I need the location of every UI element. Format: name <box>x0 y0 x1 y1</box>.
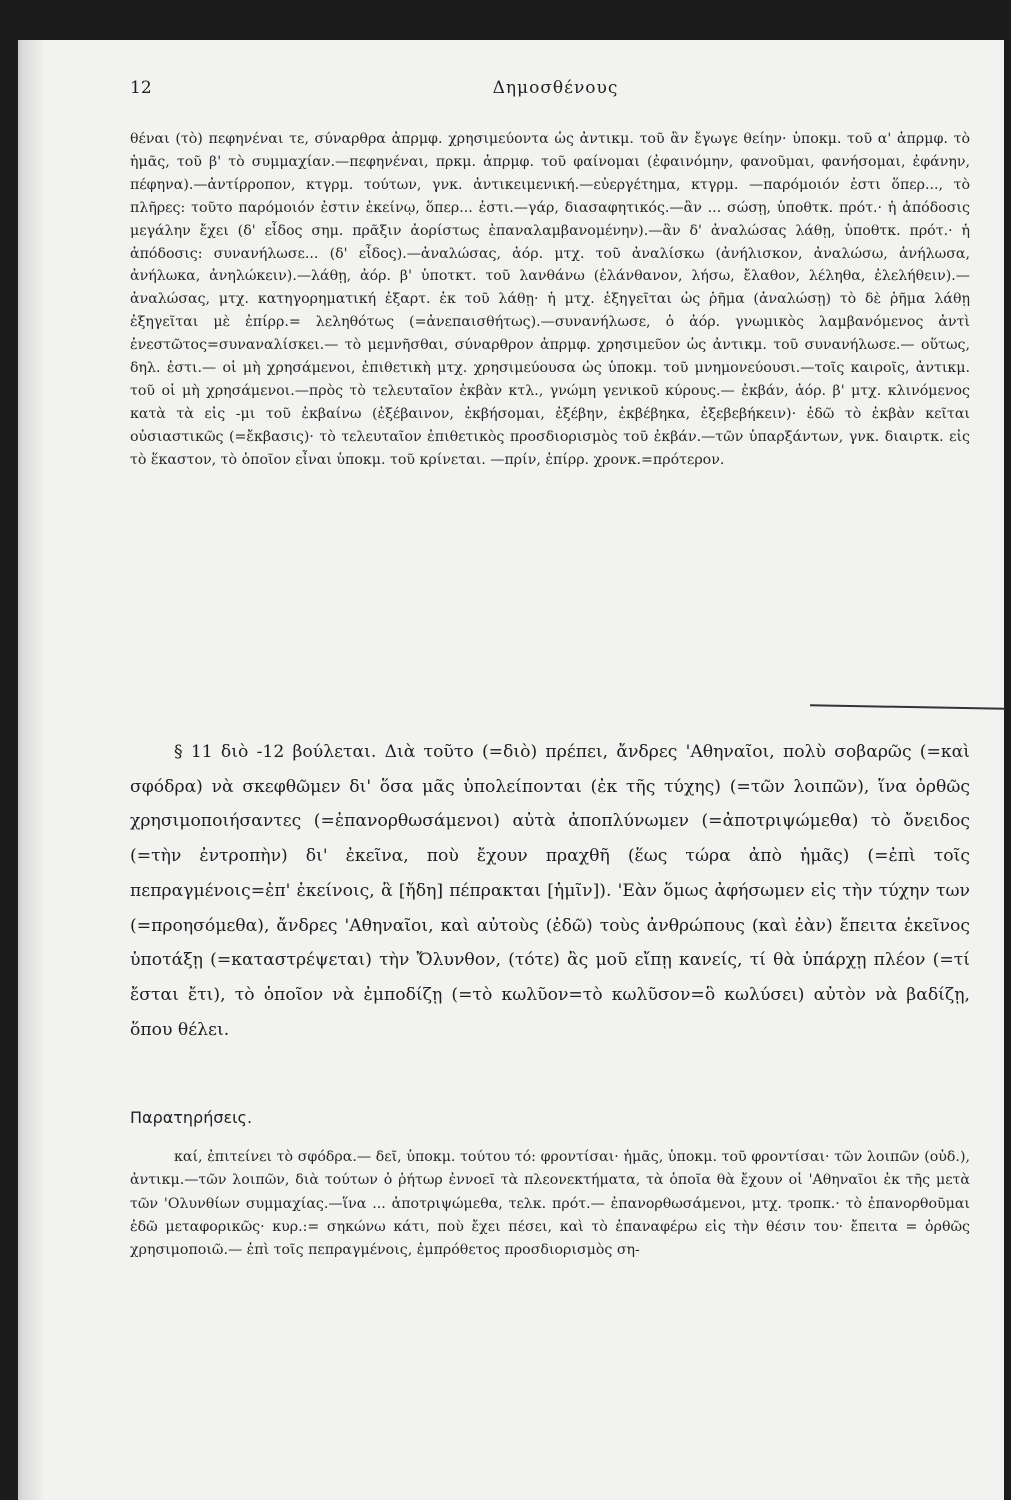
page-number: 12 <box>130 78 152 98</box>
commentary-text: θέναι (τὸ) πεφηνέναι τε, σύναρθρα ἀπρμφ. χρησιμεύοντα ὡς ἀντικμ. τοῦ ἂν ἔγωγε θείην· ὑποκμ. τοῦ α' ἀπρμφ. τὸ ἡμᾶς, τοῦ β' τὸ συμμαχίαν.—πεφηνέναι, πρκμ. ἀπρμφ. τοῦ φαίνομαι (ἐφαινόμην, φανοῦμαι, φανήσομαι, ἐφάνην, πέφηνα).—ἀντίρροπον, κτγρμ. τούτων, γνκ. ἀντικειμενική.—εὐεργέτημα, κτγρμ. —παρόμοιόν ἐστι ὅπερ..., τὸ πλῆρες: τοῦτο παρόμοιόν ἐστιν ἐκείνῳ, ὅπερ... ἐστι.—γάρ, διασαφητικός.—ἂν ... σώσῃ, ὑποθτκ. πρότ.· ἡ ἀπόδοσις μεγάλην ἔχει (δ' εἶδος σημ. πρᾶξιν ἀορίστως ἐπαναλαμβανομένην).—ἂν δ' ἀναλώσας λάθῃ, ὑποθτκ. πρότ.· ἡ ἀπόδοσις: συνανήλωσε... (δ' εἶδος).—ἀναλώσας, ἀόρ. μτχ. τοῦ ἀναλίσκω (ἀνήλισκον, ἀναλώσω, ἀνήλωσα, ἀνήλωκα, ἀνηλώκειν).—λάθῃ, ἀόρ. β' ὑποτκτ. τοῦ λανθάνω (ἐλάνθανον, λήσω, ἔλαθον, λέληθα, ἐλελήθειν).—ἀναλώσας, μτχ. κατηγορηματική ἐξαρτ. ἐκ τοῦ λάθῃ· ἡ μτχ. ἐξηγεῖται ὡς ῥῆμα (ἀναλώσῃ) τὸ δὲ ῥῆμα λάθῃ ἐξηγεῖται μὲ ἐπίρρ.= λεληθότως (=ἀνεπαισθήτως).—συνανήλωσε, ὁ ἀόρ. γνωμικὸς λαμβανόμενος ἀντὶ ἐνεστῶτος=συναναλίσκει.— τὸ μεμνῆσθαι, σύναρθρον ἀπρμφ. χρησιμεῦον ὡς ἀντικμ. τοῦ συνανήλωσε.— οὕτως, δηλ. ἐστι.— οἱ μὴ χρησάμενοι, ἐπιθετικὴ μτχ. χρησιμεύουσα ὡς ὑποκμ. τοῦ μνημονεύουσι.—τοῖς καιροῖς, ἀντικμ. τοῦ οἱ μὴ χρησάμενοι.—πρὸς τὸ τελευταῖον ἐκβὰν κτλ., γνώμη γενικοῦ κύρους.— ἐκβάν, ἀόρ. β' μτχ. κλινόμενος κατὰ τὰ εἰς -μι τοῦ ἐκβαίνω (ἐξέβαινον, ἐκβήσομαι, ἐξέβην, ἐκβέβηκα, ἐξεβεβήκειν)· ἐδῶ τὸ ἐκβὰν κεῖται οὐσιαστικῶς (=ἔκβασις)· τὸ τελευταῖον ἐπιθετικὸς προσδιορισμὸς τοῦ ἐκβάν.—τῶν ὑπαρξάντων, γνκ. διαιρτκ. εἰς τὸ ἕκαστον, τὸ ὁποῖον εἶναι ὑποκμ. τοῦ κρίνεται. —πρίν, ἐπίρρ. χρονκ.=πρότερον. <box>130 131 970 468</box>
commentary-block <box>130 128 970 472</box>
notes-block <box>130 1146 970 1262</box>
notes-text: καί, ἐπιτείνει τὸ σφόδρα.— δεῖ, ὑποκμ. τούτου τό: φροντίσαι· ἡμᾶς, ὑποκμ. τοῦ φροντίσαι· τῶν λοιπῶν (οὐδ.), ἀντικμ.—τῶν λοιπῶν, διὰ τούτων ὁ ῥήτωρ ἐννοεῖ τὰ πλεονεκτήματα, τὰ ὁποῖα θὰ ἔχουν οἱ 'Αθηναῖοι ἐκ τῆς μετὰ τῶν 'Ολυνθίων συμμαχίας.—ἵνα ... ἀποτριψώμεθα, τελκ. πρότ.— ἐπανορθωσάμενοι, μτχ. τροπκ.· τὸ ἐπανορθοῦμαι ἐδῶ μεταφορικῶς· κυρ.:= σηκώνω κάτι, ποὺ ἔχει πέσει, καὶ τὸ ἐπαναφέρω εἰς τὴν θέσιν του· ἔπειτα = ὀρθῶς χρησιμοποιῶ.— ἐπὶ τοῖς πεπραγμένοις, ἐμπρόθετος προσδιορισμὸς ση- <box>130 1149 970 1259</box>
notes-heading: Παρατηρήσεις. <box>130 1108 253 1127</box>
page-header <box>130 78 981 108</box>
translation-text: § 11 διὸ -12 βούλεται. Διὰ τοῦτο (=διὸ) πρέπει, ἄνδρες 'Αθηναῖοι, πολὺ σοβαρῶς (=καὶ σφόδρα) νὰ σκεφθῶμεν δι' ὅσα μᾶς ὑπολείπονται (ἐκ τῆς τύχης) (=τῶν λοιπῶν), ἵνα ὀρθῶς χρησιμοποιήσαντες (=ἐπανορθωσάμενοι) αὐτὰ ἀποπλύνωμεν (=ἀποτριψώμεθα) τὸ ὄνειδος (=τὴν ἐντροπὴν) δι' ἐκεῖνα, ποὺ ἔχουν πραχθῆ (ἕως τώρα ἀπὸ ἡμᾶς) (=ἐπὶ τοῖς πεπραγμένοις=ἐπ' ἐκείνοις, ἃ [ἤδη] πέπρακται [ἡμῖν]). 'Εὰν ὅμως ἀφήσωμεν εἰς τὴν τύχην των (=προησόμεθα), ἄνδρες 'Αθηναῖοι, καὶ αὐτοὺς (ἐδῶ) τοὺς ἀνθρώπους (καὶ ἐὰν) ἔπειτα ἐκεῖνος ὑποτάξῃ (=καταστρέψεται) τὴν Ὄλυνθον, (τότε) ἂς μοῦ εἴπῃ κανείς, τί θὰ ὑπάρχῃ πλέον (=τί ἔσται ἔτι), τὸ ὁποῖον νὰ ἐμποδίζῃ (=τὸ κωλῦον=τὸ κωλῦσον=ὃ κωλύσει) αὐτὸν νὰ βαδίζῃ, ὅπου θέλει. <box>130 742 970 1040</box>
running-head: Δημοσθένους <box>492 78 619 98</box>
page-gutter <box>21 40 43 1500</box>
translation-paragraph <box>130 735 970 1047</box>
